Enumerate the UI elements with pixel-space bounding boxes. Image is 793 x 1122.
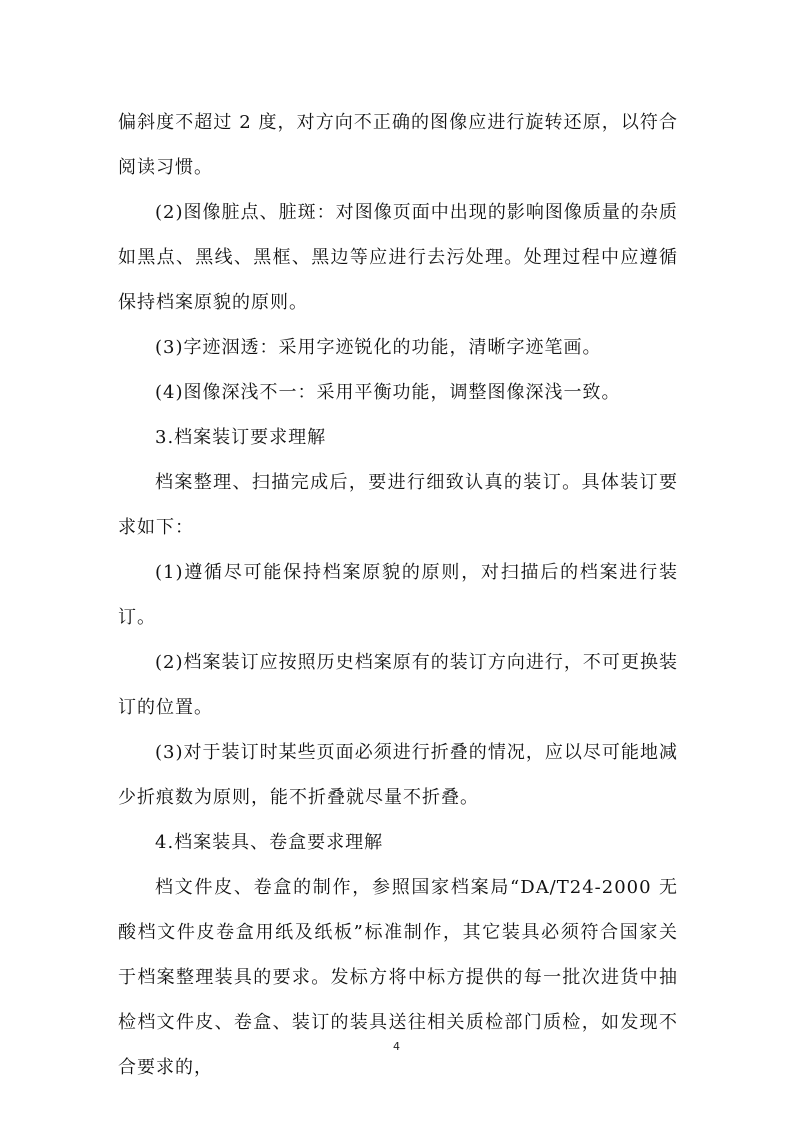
- paragraph-binding-rule-2: (2)档案装订应按照历史档案原有的装订方向进行，不可更换装订的位置。: [118, 652, 678, 718]
- paragraph-image-dirt-spots: (2)图像脏点、脏斑：对图像页面中出现的影响图像质量的杂质如黑点、黑线、黑框、黑边等应进行去污处理。处理过程中应遵循保持档案原貌的原则。: [118, 202, 678, 313]
- paragraph-binding-intro: 档案整理、扫描完成后，要进行细致认真的装订。具体装订要求如下：: [118, 472, 678, 538]
- section-heading-containers: 4.档案装具、卷盒要求理解: [155, 832, 384, 853]
- paragraph-binding-rule-1: (1)遵循尽可能保持档案原貌的原则，对扫描后的档案进行装订。: [118, 562, 678, 628]
- paragraph-uneven-shading: (4)图像深浅不一：采用平衡功能，调整图像深浅一致。: [155, 382, 621, 403]
- paragraph-binding-rule-3: (3)对于装订时某些页面必须进行折叠的情况，应以尽可能地减少折痕数为原则，能不折叠就尽量不折叠。: [118, 742, 678, 808]
- section-heading-binding: 3.档案装订要求理解: [155, 427, 327, 448]
- paragraph-containers-body: 档文件皮、卷盒的制作，参照国家档案局“DA/T24-2000 无酸档文件皮卷盒用纸及纸板”标准制作，其它装具必须符合国家关于档案整理装具的要求。发标方将中标方提供的每一批次进货中抽检档文件皮、卷盒、装订的装具送往相关质检部门质检，如发现不合要求的，: [118, 877, 678, 1078]
- document-body: [118, 100, 678, 1090]
- paragraph-continuation: 偏斜度不超过 2 度，对方向不正确的图像应进行旋转还原，以符合阅读习惯。: [118, 112, 678, 178]
- paragraph-ink-bleed: (3)字迹洇透：采用字迹锐化的功能，清晰字迹笔画。: [155, 337, 602, 358]
- page-number: 4: [393, 1040, 400, 1053]
